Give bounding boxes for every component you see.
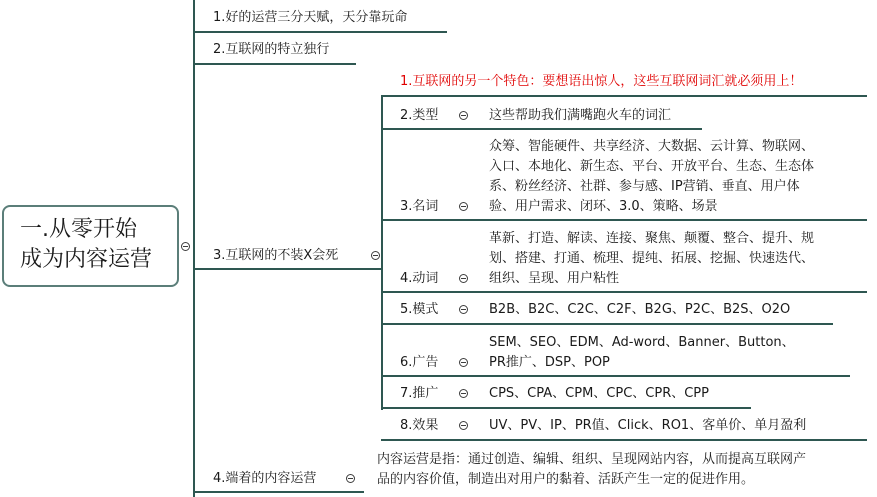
collapse-toggle-icon[interactable] (459, 202, 468, 211)
branch-1-underline (193, 31, 447, 33)
collapse-toggle-icon[interactable] (459, 358, 468, 367)
verb-line: 革新、打造、解读、连接、聚焦、颠覆、整合、提升、规 (489, 231, 815, 246)
main-connector (193, 0, 195, 497)
type-text: 这些帮助我们满嘴跑火车的词汇 (489, 108, 672, 123)
promo-text: CPS、CPA、CPM、CPC、CPR、CPP (489, 386, 709, 401)
model-underline (381, 323, 833, 325)
ad-label[interactable]: 6.广告 (400, 355, 439, 370)
effect-label[interactable]: 8.效果 (400, 418, 439, 433)
root-title-line1: 一.从零开始 (20, 217, 137, 242)
root-node[interactable] (2, 205, 179, 287)
branch-2[interactable]: 2.互联网的特立独行 (213, 42, 330, 57)
collapse-toggle-icon[interactable] (459, 111, 468, 120)
model-label[interactable]: 5.模式 (400, 302, 439, 317)
ad-line: SEM、SEO、EDM、Ad-word、Banner、Button、 (489, 335, 795, 350)
ad-underline (381, 375, 850, 377)
branch-2-underline (193, 63, 356, 65)
branch-3-sub-connector (381, 97, 383, 410)
promo-label[interactable]: 7.推广 (400, 386, 439, 401)
noun-line: 众筹、智能硬件、共享经济、大数据、云计算、物联网、 (489, 139, 815, 154)
effect-text: UV、PV、IP、PR值、Click、RO1、客单价、单月盈利 (489, 418, 807, 433)
highlight-underline (381, 95, 867, 97)
noun-label[interactable]: 3.名词 (400, 199, 439, 214)
branch-3-underline (193, 268, 381, 270)
model-text: B2B、B2C、C2C、C2F、B2G、P2C、B2S、O2O (489, 302, 791, 317)
noun-underline (381, 219, 867, 221)
effect-underline (381, 439, 867, 441)
promo-underline (381, 407, 751, 409)
collapse-toggle-icon[interactable] (459, 274, 468, 283)
definition-line: 内容运营是指：通过创造、编辑、组织、呈现网站内容，从而提高互联网产 (377, 452, 807, 467)
definition-line: 品的内容价值，制造出对用户的黏着、活跃产生一定的促进作用。 (377, 472, 755, 487)
branch-4[interactable]: 4.端着的内容运营 (213, 471, 317, 486)
branch-4-underline (193, 491, 364, 493)
type-label[interactable]: 2.类型 (400, 108, 439, 123)
verb-line: 组织、呈现、用户粘性 (489, 271, 620, 286)
root-title-line2: 成为内容运营 (20, 247, 153, 272)
verb-underline (381, 291, 867, 293)
highlight-text: 1.互联网的另一个特色：要想语出惊人，这些互联网词汇就必须用上！ (400, 74, 803, 89)
collapse-toggle-icon[interactable] (371, 251, 380, 260)
collapse-toggle-icon[interactable] (181, 242, 190, 251)
noun-line: 入口、本地化、新生态、平台、开放平台、生态、生态体 (489, 159, 815, 174)
collapse-toggle-icon[interactable] (459, 389, 468, 398)
verb-label[interactable]: 4.动词 (400, 271, 439, 286)
type-underline (381, 128, 702, 130)
collapse-toggle-icon[interactable] (459, 305, 468, 314)
collapse-toggle-icon[interactable] (346, 474, 355, 483)
noun-line: 系、粉丝经济、社群、参与感、IP营销、垂直、用户体 (489, 179, 800, 194)
collapse-toggle-icon[interactable] (459, 421, 468, 430)
branch-3[interactable]: 3.互联网的不装X会死 (213, 248, 339, 263)
verb-line: 划、搭建、打通、梳理、提纯、拓展、挖掘、快速迭代、 (489, 251, 815, 266)
ad-line: PR推广、DSP、POP (489, 355, 610, 370)
noun-line: 验、用户需求、闭环、3.0、策略、场景 (489, 199, 718, 214)
branch-1[interactable]: 1.好的运营三分天赋，天分靠玩命 (213, 10, 408, 25)
